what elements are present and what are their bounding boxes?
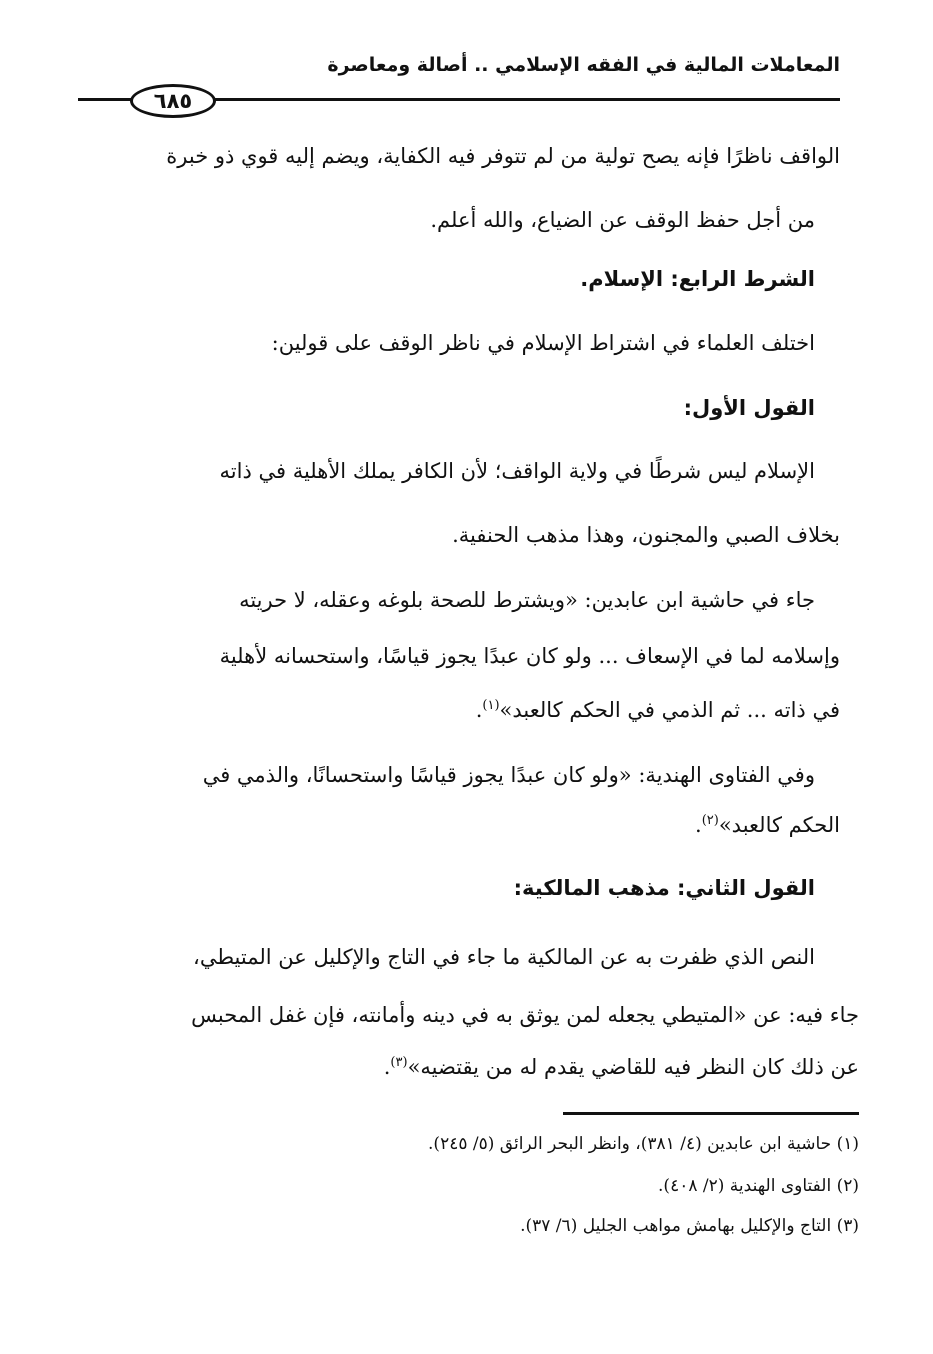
text-line: النص الذي ظفرت به عن المالكية ما جاء في التاج والإكليل عن المتيطي،: [193, 945, 815, 969]
footnote-separator: [563, 1112, 859, 1115]
text-line: جاء في حاشية ابن عابدين: «ويشترط للصحة بلوغه وعقله، لا حريته: [239, 588, 815, 612]
text-line-with-footnote: [476, 690, 840, 730]
section-heading: الشرط الرابع: الإسلام.: [580, 267, 815, 291]
text-line-with-footnote: [695, 805, 840, 845]
page-number: ٦٨٥: [130, 84, 216, 118]
text-line: وإسلامه لما في الإسعاف ... ولو كان عبدًا يجوز قياسًا، واستحسانه لأهلية: [219, 644, 840, 668]
text-line: الواقف ناظرًا فإنه يصح تولية من لم تتوفر فيه الكفاية، ويضم إليه قوي ذو خبرة: [166, 144, 840, 168]
subsection-heading: القول الثاني: مذهب المالكية:: [513, 876, 815, 900]
quoted-text: الحكم كالعبد»: [718, 813, 840, 837]
running-title: المعاملات المالية في الفقه الإسلامي .. أصالة ومعاصرة: [327, 54, 840, 76]
paragraph: اختلف العلماء في اشتراط الإسلام في ناظر الوقف على قولين:: [271, 331, 815, 355]
footnote-2: (٢) الفتاوى الهندية (٢/ ٤٠٨).: [658, 1176, 859, 1196]
text-line: الإسلام ليس شرطًا في ولاية الواقف؛ لأن الكافر يملك الأهلية في ذاته: [219, 459, 815, 483]
period: .: [695, 813, 702, 837]
footnote-ref[interactable]: (٣): [390, 1055, 408, 1070]
text-line-with-footnote: [384, 1047, 859, 1087]
footnote-ref[interactable]: (١): [482, 698, 500, 713]
footnote-3: (٣) التاج والإكليل بهامش مواهب الجليل (٦/ ٣٧).: [520, 1216, 859, 1236]
text-line: وفي الفتاوى الهندية: «ولو كان عبدًا يجوز قياسًا واستحسانًا، والذمي في: [202, 763, 815, 787]
subsection-heading: القول الأول:: [683, 396, 815, 420]
paragraph-continuation: [80, 130, 840, 182]
quoted-text: عن ذلك كان النظر فيه للقاضي يقدم له من يقتضيه»: [407, 1055, 859, 1079]
quoted-text: في ذاته ... ثم الذمي في الحكم كالعبد»: [499, 698, 840, 722]
footnote-ref[interactable]: (٢): [701, 813, 719, 828]
period: .: [383, 1055, 391, 1079]
text-line: بخلاف الصبي والمجنون، وهذا مذهب الحنفية.: [452, 523, 840, 547]
text-line: من أجل حفظ الوقف عن الضياع، والله أعلم.: [430, 208, 815, 232]
footnote-1: (١) حاشية ابن عابدين (٤/ ٣٨١)، وانظر البحر الرائق (٥/ ٢٤٥).: [428, 1134, 859, 1154]
text-line: جاء فيه: عن «المتيطي يجعله لمن يوثق به في دينه وأمانته، فإن غفل المحبس: [191, 1003, 859, 1027]
period: .: [475, 698, 483, 722]
